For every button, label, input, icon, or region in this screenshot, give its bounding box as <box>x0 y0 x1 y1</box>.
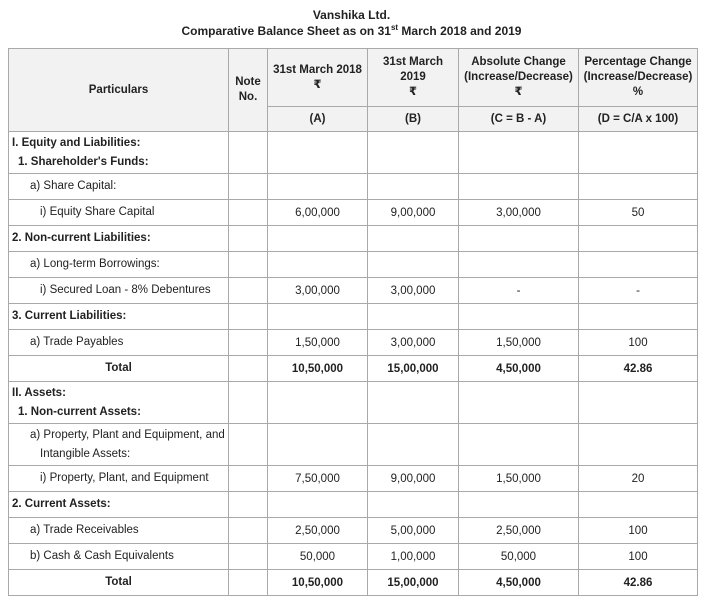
value-cell: 100 <box>579 518 698 544</box>
company-name <box>0 7 703 23</box>
particulars-text: a) Property, Plant and Equipment, and <box>30 428 225 441</box>
particulars-cell <box>9 278 229 304</box>
note-no-cell <box>229 330 268 356</box>
table-row <box>9 226 698 252</box>
value-cell <box>268 382 368 424</box>
particulars-cell <box>9 544 229 570</box>
value-cell: 9,00,000 <box>368 200 459 226</box>
value-cell: 100 <box>579 330 698 356</box>
table-header <box>9 49 698 132</box>
note-no-cell <box>229 424 268 466</box>
value-cell <box>579 226 698 252</box>
value-cell <box>368 226 459 252</box>
value-cell: - <box>579 278 698 304</box>
particulars-text: i) Property, Plant, and Equipment <box>40 472 209 484</box>
value-cell: - <box>459 278 579 304</box>
table-row <box>9 132 698 174</box>
particulars-text: Total <box>105 576 132 588</box>
note-no-cell <box>229 356 268 382</box>
value-cell: 3,00,000 <box>368 278 459 304</box>
note-no-cell <box>229 200 268 226</box>
value-cell: 1,50,000 <box>268 330 368 356</box>
value-cell <box>368 492 459 518</box>
table-row <box>9 174 698 200</box>
particulars-text: a) Trade Receivables <box>30 524 139 536</box>
particulars-text: b) Cash & Cash Equivalents <box>30 550 174 562</box>
note-no-cell <box>229 278 268 304</box>
particulars-cell <box>9 132 229 174</box>
particulars-cell <box>9 518 229 544</box>
table-row <box>9 200 698 226</box>
note-no-cell <box>229 492 268 518</box>
table-row <box>9 382 698 424</box>
value-cell: 1,50,000 <box>459 466 579 492</box>
value-cell: 3,00,000 <box>368 330 459 356</box>
particulars-text: 2. Non-current Liabilities: <box>12 232 151 244</box>
report-title-superscript: st <box>390 23 399 32</box>
value-cell: 5,00,000 <box>368 518 459 544</box>
particulars-text: Intangible Assets: <box>40 447 131 460</box>
value-cell <box>368 132 459 174</box>
table-row <box>9 570 698 596</box>
particulars-cell <box>9 174 229 200</box>
value-cell: 10,50,000 <box>268 570 368 596</box>
value-cell <box>579 174 698 200</box>
value-cell: 2,50,000 <box>459 518 579 544</box>
header-particulars: Particulars <box>9 49 229 132</box>
particulars-cell <box>9 330 229 356</box>
note-no-cell <box>229 226 268 252</box>
table-row <box>9 356 698 382</box>
value-cell <box>459 226 579 252</box>
header-formula-b: (B) <box>368 107 459 132</box>
value-cell <box>459 252 579 278</box>
value-cell <box>368 424 459 466</box>
rupee-symbol: ₹ <box>313 78 322 91</box>
particulars-text: 1. Non-current Assets: <box>18 405 141 418</box>
value-cell <box>459 382 579 424</box>
value-cell <box>368 382 459 424</box>
report-title-prefix: Comparative Balance Sheet as on 31 <box>181 24 391 38</box>
value-cell: 9,00,000 <box>368 466 459 492</box>
table-row <box>9 466 698 492</box>
particulars-text: i) Secured Loan - 8% Debentures <box>40 284 211 296</box>
particulars-text: a) Share Capital: <box>30 180 117 192</box>
table-row <box>9 544 698 570</box>
particulars-text: I. Equity and Liabilities: <box>12 136 141 149</box>
header-absolute-change-label: Absolute Change <box>471 56 566 68</box>
header-march-2019 <box>368 49 459 107</box>
particulars-text: Total <box>105 362 132 374</box>
note-no-cell <box>229 518 268 544</box>
header-absolute-change <box>459 49 579 107</box>
value-cell <box>579 132 698 174</box>
note-no-cell <box>229 382 268 424</box>
value-cell: 1,00,000 <box>368 544 459 570</box>
value-cell <box>579 252 698 278</box>
table-row <box>9 278 698 304</box>
note-no-cell <box>229 252 268 278</box>
header-note-no: Note No. <box>229 49 268 132</box>
value-cell <box>579 424 698 466</box>
value-cell <box>368 304 459 330</box>
particulars-cell <box>9 226 229 252</box>
header-march-2018 <box>268 49 368 107</box>
value-cell: 42.86 <box>579 570 698 596</box>
particulars-text: a) Trade Payables <box>30 336 124 348</box>
value-cell: 50 <box>579 200 698 226</box>
value-cell: 20 <box>579 466 698 492</box>
particulars-text: a) Long-term Borrowings: <box>30 258 160 270</box>
particulars-cell <box>9 200 229 226</box>
value-cell: 2,50,000 <box>268 518 368 544</box>
value-cell: 42.86 <box>579 356 698 382</box>
particulars-cell <box>9 492 229 518</box>
value-cell: 7,50,000 <box>268 466 368 492</box>
header-percentage-change-label: Percentage Change <box>584 56 692 68</box>
table-row <box>9 330 698 356</box>
header-formula-d: (D = C/A x 100) <box>579 107 698 132</box>
value-cell: 4,50,000 <box>459 570 579 596</box>
value-cell: 3,00,000 <box>459 200 579 226</box>
table-row <box>9 252 698 278</box>
value-cell <box>579 304 698 330</box>
value-cell <box>579 492 698 518</box>
document-header <box>0 0 703 39</box>
value-cell: 100 <box>579 544 698 570</box>
note-no-cell <box>229 174 268 200</box>
particulars-text: 3. Current Liabilities: <box>12 310 127 322</box>
particulars-text: i) Equity Share Capital <box>40 206 155 218</box>
particulars-cell <box>9 252 229 278</box>
particulars-cell <box>9 424 229 466</box>
company-name-text: Vanshika Ltd. <box>312 8 391 22</box>
particulars-cell <box>9 570 229 596</box>
particulars-cell <box>9 466 229 492</box>
value-cell: 15,00,000 <box>368 570 459 596</box>
rupee-symbol: ₹ <box>408 86 417 98</box>
header-formula-c: (C = B - A) <box>459 107 579 132</box>
value-cell <box>459 132 579 174</box>
note-no-cell <box>229 466 268 492</box>
particulars-text: II. Assets: <box>12 386 66 399</box>
note-no-cell <box>229 304 268 330</box>
report-title-suffix: March 2018 and 2019 <box>398 24 522 38</box>
value-cell: 10,50,000 <box>268 356 368 382</box>
value-cell <box>268 132 368 174</box>
note-no-cell <box>229 570 268 596</box>
particulars-text: 1. Shareholder's Funds: <box>18 155 149 168</box>
rupee-symbol: ₹ <box>514 86 523 98</box>
value-cell <box>268 174 368 200</box>
header-percentage-change-sublabel: (Increase/Decrease) <box>583 71 693 83</box>
table-row <box>9 304 698 330</box>
header-absolute-change-sublabel: (Increase/Decrease) <box>464 71 573 83</box>
header-row-main <box>9 49 698 107</box>
value-cell <box>459 304 579 330</box>
note-no-cell <box>229 544 268 570</box>
value-cell: 6,00,000 <box>268 200 368 226</box>
particulars-text: 2. Current Assets: <box>12 498 111 510</box>
header-march-2019-label: 31st March 2019 <box>382 56 444 83</box>
value-cell <box>368 252 459 278</box>
value-cell: 50,000 <box>459 544 579 570</box>
particulars-cell <box>9 356 229 382</box>
value-cell <box>268 226 368 252</box>
percent-symbol: % <box>632 86 644 98</box>
value-cell: 4,50,000 <box>459 356 579 382</box>
header-formula-a: (A) <box>268 107 368 132</box>
comparative-balance-sheet-table <box>8 48 698 596</box>
header-march-2018-label: 31st March 2018 <box>273 63 362 76</box>
table-row <box>9 518 698 544</box>
value-cell <box>268 304 368 330</box>
table-row <box>9 492 698 518</box>
header-percentage-change <box>579 49 698 107</box>
value-cell <box>459 424 579 466</box>
value-cell: 50,000 <box>268 544 368 570</box>
value-cell <box>268 424 368 466</box>
table-row <box>9 424 698 466</box>
report-title <box>0 23 703 39</box>
value-cell: 1,50,000 <box>459 330 579 356</box>
particulars-cell <box>9 382 229 424</box>
value-cell <box>268 492 368 518</box>
note-no-cell <box>229 132 268 174</box>
value-cell <box>459 492 579 518</box>
value-cell <box>579 382 698 424</box>
value-cell <box>268 252 368 278</box>
particulars-cell <box>9 304 229 330</box>
value-cell: 15,00,000 <box>368 356 459 382</box>
value-cell: 3,00,000 <box>268 278 368 304</box>
table-body <box>9 132 698 596</box>
value-cell <box>368 174 459 200</box>
value-cell <box>459 174 579 200</box>
